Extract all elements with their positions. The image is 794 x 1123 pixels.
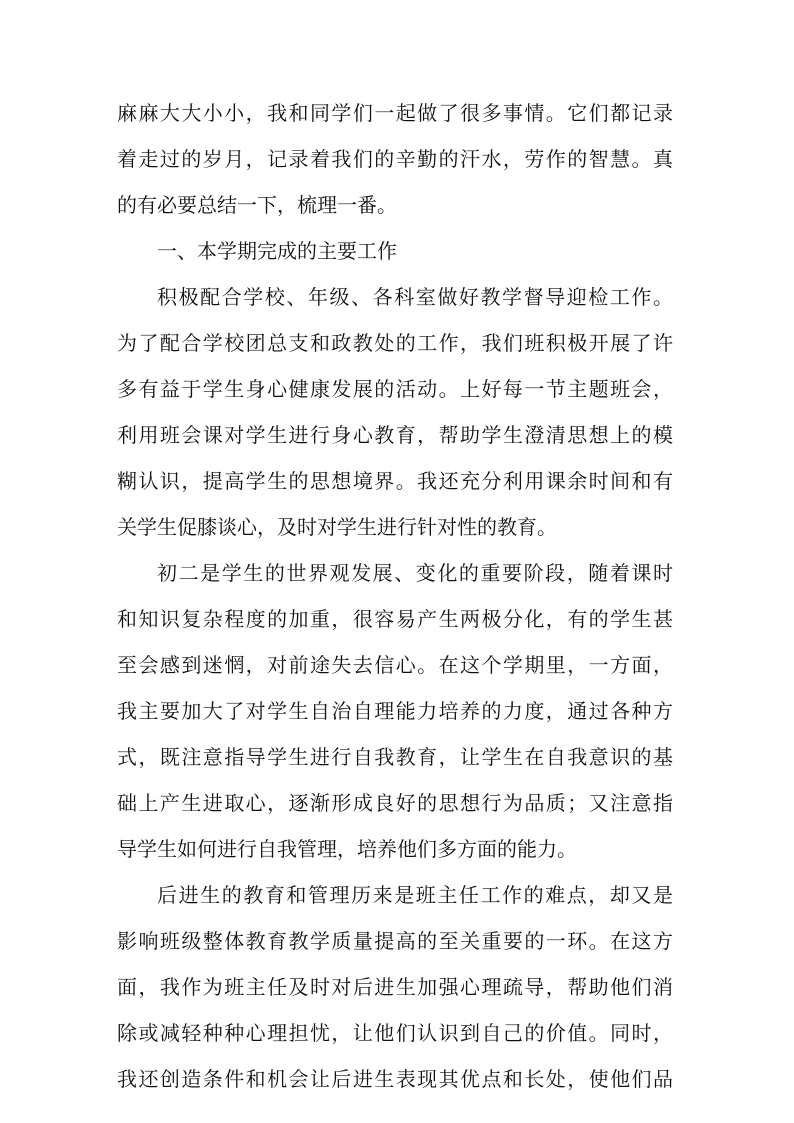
text-line: 面，我作为班主任及时对后进生加强心理疏导，帮助他们消: [117, 975, 673, 999]
text-line: 多有益于学生身心健康发展的活动。上好每一节主题班会，: [117, 377, 673, 401]
document-body: [117, 90, 673, 1102]
text-line: 和知识复杂程度的加重，很容易产生两极分化，有的学生甚: [117, 607, 673, 631]
text-line: 糊认识，提高学生的思想境界。我还充分利用课余时间和有: [117, 469, 673, 493]
text-line: 利用班会课对学生进行身心教育，帮助学生澄清思想上的模: [117, 423, 673, 447]
text-line: 式，既注意指导学生进行自我教育，让学生在自我意识的基: [117, 745, 673, 769]
text-line: 积极配合学校、年级、各科室做好教学督导迎检工作。: [157, 285, 673, 309]
text-line: 至会感到迷惘，对前途失去信心。在这个学期里，一方面，: [117, 653, 673, 677]
text-line: 初二是学生的世界观发展、变化的重要阶段，随着课时: [157, 561, 673, 585]
text-line: 麻麻大大小小，我和同学们一起做了很多事情。它们都记录: [117, 101, 673, 125]
section-heading: 一、本学期完成的主要工作: [157, 239, 397, 263]
text-line: 后进生的教育和管理历来是班主任工作的难点，却又是: [157, 883, 673, 907]
text-line: 的有必要总结一下，梳理一番。: [117, 193, 397, 217]
text-line: 为了配合学校团总支和政教处的工作，我们班积极开展了许: [117, 331, 673, 355]
text-line: 础上产生进取心，逐渐形成良好的思想行为品质；又注意指: [117, 791, 673, 815]
text-line: 影响班级整体教育教学质量提高的至关重要的一环。在这方: [117, 929, 673, 953]
text-line: 着走过的岁月，记录着我们的辛勤的汗水，劳作的智慧。真: [117, 147, 673, 171]
text-line: 我主要加大了对学生自治自理能力培养的力度，通过各种方: [117, 699, 673, 723]
text-line: 导学生如何进行自我管理，培养他们多方面的能力。: [117, 837, 577, 861]
text-line: 关学生促膝谈心，及时对学生进行针对性的教育。: [117, 515, 557, 539]
text-line: 我还创造条件和机会让后进生表现其优点和长处，使他们品: [117, 1067, 673, 1091]
text-line: 除或减轻种种心理担忧，让他们认识到自己的价值。同时，: [117, 1021, 673, 1045]
